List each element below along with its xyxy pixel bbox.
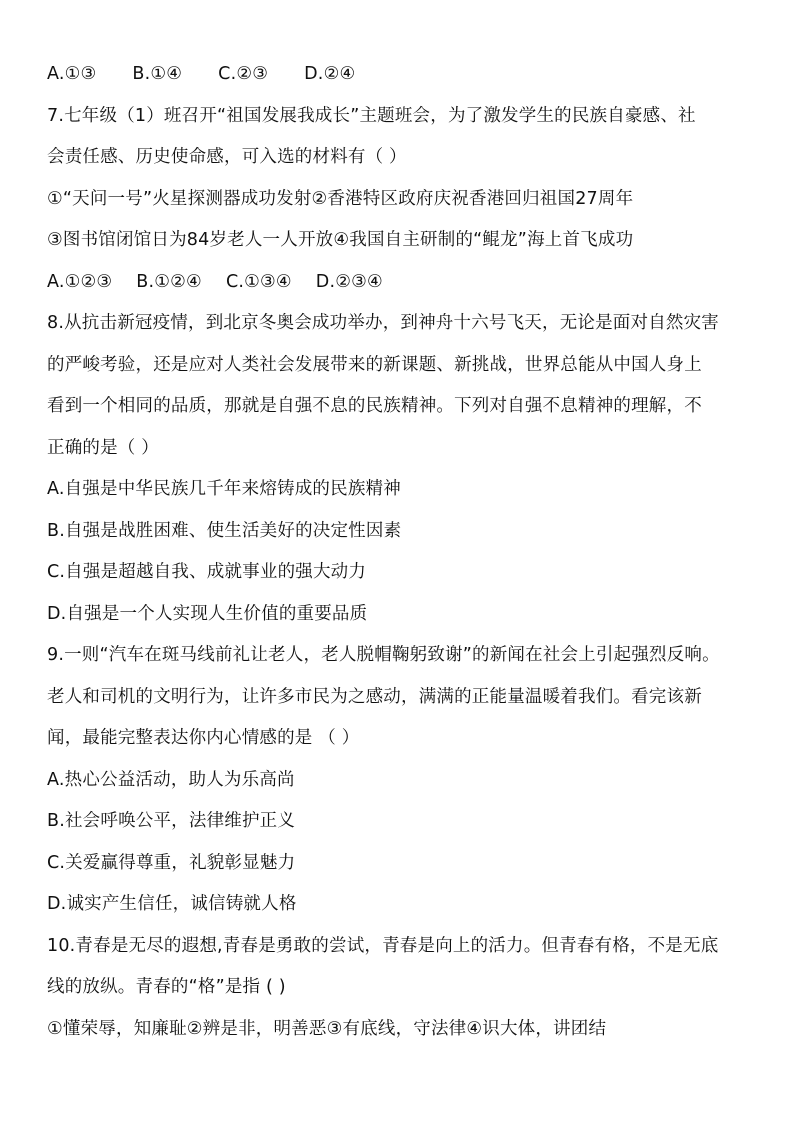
question-7 — [47, 96, 752, 304]
question-7-material-line-1: ①“天问一号”火星探测器成功发射②香港特区政府庆祝香港回归祖国27周年 — [47, 188, 634, 209]
question-9-stem-line-3: 闻，最能完整表达你内心情感的是 （ ） — [47, 728, 360, 748]
question-9-stem-line-1: 9.一则“汽车在斑马线前礼让老人，老人脱帽鞠躬致谢”的新闻在社会上引起强烈反响。 — [47, 645, 720, 665]
question-10 — [47, 926, 752, 1051]
question-8-stem-line-4: 正确的是（ ） — [47, 437, 159, 458]
question-8-stem-line-1: 8.从抗击新冠疫情，到北京冬奥会成功举办，到神舟十六号飞天，无论是面对自然灾害 — [47, 313, 719, 333]
question-9 — [47, 635, 752, 926]
question-8-option-b: B.自强是战胜困难、使生活美好的决定性因素 — [47, 520, 402, 541]
question-6-options — [47, 54, 752, 96]
question-7-stem-line-1: 7.七年级（1）班召开“祖国发展我成长”主题班会，为了激发学生的民族自豪感、社 — [47, 105, 696, 126]
option-b: B.①②④ — [136, 271, 202, 292]
question-8-option-d: D.自强是一个人实现人生价值的重要品质 — [47, 603, 368, 624]
option-b: B.①④ — [132, 64, 183, 84]
option-d: D.②④ — [304, 64, 356, 84]
question-9-option-a: A.热心公益活动，助人为乐高尚 — [47, 769, 295, 790]
exam-page — [47, 54, 752, 1050]
question-10-stem-line-2: 线的放纵。青春的“格”是指 ( ) — [47, 977, 286, 997]
question-9-option-b: B.社会呼唤公平，法律维护正义 — [47, 811, 296, 831]
question-7-stem-line-2: 会责任感、历史使命感，可入选的材料有（ ） — [47, 147, 407, 167]
question-8 — [47, 303, 752, 635]
question-8-option-a: A.自强是中华民族几千年来熔铸成的民族精神 — [47, 479, 401, 499]
question-7-options — [47, 262, 752, 304]
question-8-stem-line-3: 看到一个相同的品质，那就是自强不息的民族精神。下列对自强不息精神的理解，不 — [47, 396, 702, 416]
option-c: C.②③ — [218, 64, 269, 84]
question-8-stem-line-2: 的严峻考验，还是应对人类社会发展带来的新课题、新挑战，世界总能从中国人身上 — [47, 354, 702, 375]
question-7-material-line-2: ③图书馆闭馆日为84岁老人一人开放④我国自主研制的“鲲龙”海上首飞成功 — [47, 230, 634, 250]
question-10-material-line-1: ①懂荣辱，知廉耻②辨是非，明善恶③有底线，守法律④识大体，讲团结 — [47, 1018, 607, 1039]
question-9-option-d: D.诚实产生信任，诚信铸就人格 — [47, 894, 297, 914]
question-9-stem-line-2: 老人和司机的文明行为，让许多市民为之感动，满满的正能量温暖着我们。看完该新 — [47, 686, 702, 707]
option-a: A.①②③ — [47, 271, 113, 292]
question-10-stem-line-1: 10.青春是无尽的遐想,青春是勇敢的尝试，青春是向上的活力。但青春有格，不是无底 — [47, 935, 719, 956]
option-d: D.②③④ — [315, 271, 383, 292]
question-8-option-c: C.自强是超越自我、成就事业的强大动力 — [47, 562, 367, 582]
question-9-option-c: C.关爱赢得尊重，礼貌彰显魅力 — [47, 852, 296, 873]
option-c: C.①③④ — [225, 271, 292, 292]
option-a: A.①③ — [47, 64, 97, 84]
